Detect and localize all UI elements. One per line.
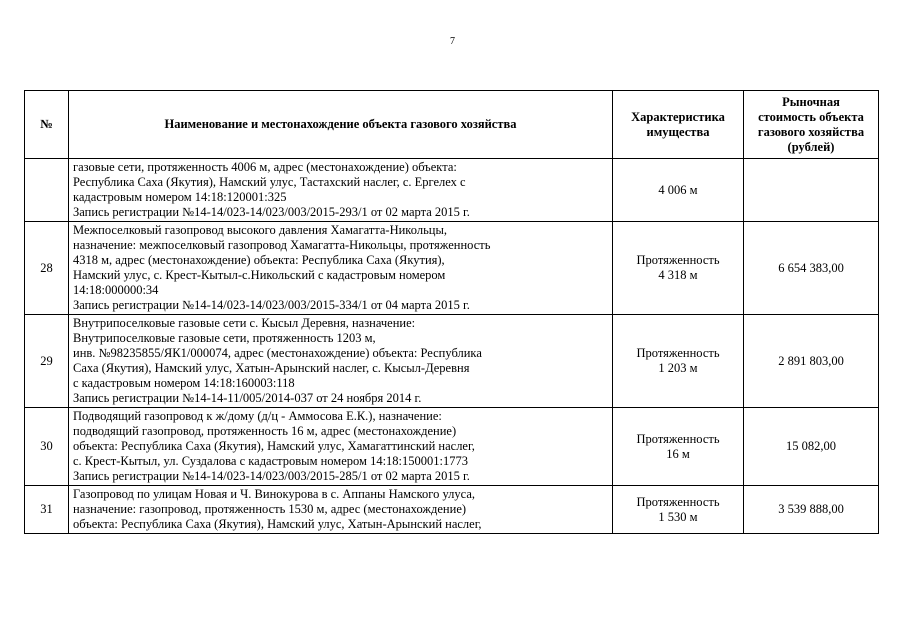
desc-line: Намский улус, с. Крест-Кытыл-с.Никольский с кадастровым номером <box>73 268 446 282</box>
row-description <box>69 159 613 222</box>
row-number <box>25 159 69 222</box>
characteristic-line: Протяженность <box>636 253 720 267</box>
header-price-line: (рублей) <box>787 139 835 154</box>
header-price-line: газового хозяйства <box>757 124 865 139</box>
table-row <box>25 408 879 486</box>
table-row <box>25 159 879 222</box>
table-header-row <box>25 91 879 159</box>
desc-line: Внутрипоселковые газовые сети с. Кысыл Деревня, назначение: <box>73 316 416 330</box>
desc-line: объекта: Республика Саха (Якутия), Намский улус, Хатын-Арынский наслег, <box>73 517 482 531</box>
row-characteristic <box>613 222 744 315</box>
desc-line: Республика Саха (Якутия), Намский улус, Тастахский наслег, с. Ергелех с <box>73 175 466 189</box>
characteristic-line: Протяженность <box>636 431 720 446</box>
characteristic-line: Протяженность <box>636 346 720 360</box>
desc-line: 14:18:000000:34 <box>73 283 159 297</box>
desc-line: с. Крест-Кытыл, ул. Суздалова с кадастровым номером 14:18:150001:1773 <box>73 454 468 468</box>
header-num: № <box>25 91 69 159</box>
desc-line: Запись регистрации №14-14/023-14/023/003/2015-293/1 от 02 марта 2015 г. <box>73 205 470 219</box>
header-characteristic-line: имущества <box>646 124 710 139</box>
characteristic-line: 4 318 м <box>658 268 698 282</box>
row-number: 29 <box>25 315 69 408</box>
characteristic-line: 1 203 м <box>658 361 698 375</box>
row-price: 2 891 803,00 <box>744 315 879 408</box>
desc-line: Межпоселковый газопровод высокого давления Хамагатта-Никольцы, <box>73 223 447 237</box>
characteristic-line: 4 006 м <box>658 182 698 197</box>
desc-line: Запись регистрации №14-14/023-14/023/003/2015-285/1 от 02 марта 2015 г. <box>73 469 470 483</box>
desc-line: Подводящий газопровод к ж/дому (д/ц - Аммосова Е.К.), назначение: <box>73 409 442 423</box>
desc-line: подводящий газопровод, протяженность 16 м, адрес (местонахождение) <box>73 424 457 438</box>
desc-line: 4318 м, адрес (местонахождение) объекта: Республика Саха (Якутия), <box>73 253 445 267</box>
table-row <box>25 222 879 315</box>
desc-line: Саха (Якутия), Намский улус, Хатын-Арынский наслег, с. Кысыл-Деревня <box>73 361 470 375</box>
header-price-line: стоимость объекта <box>758 109 864 124</box>
characteristic-line: Протяженность <box>636 494 720 509</box>
characteristic-line: 16 м <box>666 446 690 461</box>
row-number: 31 <box>25 486 69 534</box>
row-price: 15 082,00 <box>744 408 879 486</box>
desc-line: Газопровод по улицам Новая и Ч. Винокурова в с. Аппаны Намского улуса, <box>73 487 476 501</box>
header-price <box>744 91 879 159</box>
row-price: 3 539 888,00 <box>744 486 879 534</box>
row-number: 30 <box>25 408 69 486</box>
page-number: 7 <box>450 36 455 47</box>
row-price <box>744 159 879 222</box>
header-characteristic <box>613 91 744 159</box>
gas-facilities-table <box>24 90 879 534</box>
desc-line: газовые сети, протяженность 4006 м, адрес (местонахождение) объекта: <box>73 160 457 174</box>
desc-line: Внутрипоселковые газовые сети, протяженность 1203 м, <box>73 331 376 345</box>
row-characteristic <box>613 315 744 408</box>
table-row <box>25 315 879 408</box>
desc-line: назначение: газопровод, протяженность 1530 м, адрес (местонахождение) <box>73 502 467 516</box>
row-number: 28 <box>25 222 69 315</box>
desc-line: инв. №98235855/ЯК1/000074, адрес (местонахождение) объекта: Республика <box>73 346 482 360</box>
row-description <box>69 486 613 534</box>
row-description <box>69 222 613 315</box>
header-price-line: Рыночная <box>782 94 840 109</box>
desc-line: объекта: Республика Саха (Якутия), Намский улус, Хамагаттинский наслег, <box>73 439 475 453</box>
row-price: 6 654 383,00 <box>744 222 879 315</box>
header-characteristic-line: Характеристика <box>631 109 725 124</box>
desc-line: Запись регистрации №14-14-11/005/2014-037 от 24 ноября 2014 г. <box>73 391 422 405</box>
desc-line: назначение: межпоселковый газопровод Хамагатта-Никольцы, протяженность <box>73 238 491 252</box>
desc-line: Запись регистрации №14-14/023-14/023/003/2015-334/1 от 04 марта 2015 г. <box>73 298 470 312</box>
row-description <box>69 315 613 408</box>
row-description <box>69 408 613 486</box>
desc-line: с кадастровым номером 14:18:160003:118 <box>73 376 295 390</box>
table-row <box>25 486 879 534</box>
desc-line: кадастровым номером 14:18:120001:325 <box>73 190 287 204</box>
header-name: Наименование и местонахождение объекта газового хозяйства <box>69 91 613 159</box>
row-characteristic <box>613 486 744 534</box>
characteristic-line: 1 530 м <box>658 509 698 524</box>
row-characteristic <box>613 408 744 486</box>
row-characteristic <box>613 159 744 222</box>
